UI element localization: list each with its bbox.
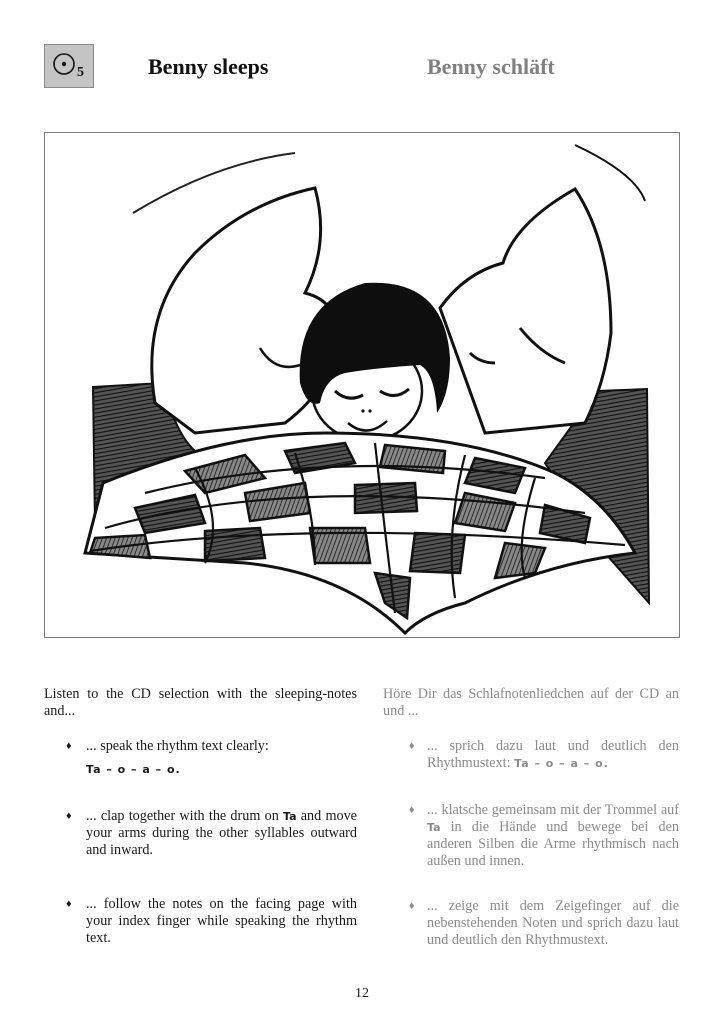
- english-intro: Listen to the CD selection with the sleeping-notes and...: [44, 686, 357, 719]
- bullet-text-pre: ... clap together with the drum on: [86, 808, 284, 824]
- rhythm-text: Ta – o – a – o.: [86, 763, 181, 776]
- diamond-bullet-icon: ♦: [409, 804, 415, 816]
- diamond-bullet-icon: ♦: [66, 898, 72, 910]
- bullet-text-post: in die Hände und bewege bei den anderen Silben die Arme rhythmisch nach außen und innen.: [427, 819, 679, 869]
- page-title-german: Benny schläft: [427, 54, 555, 79]
- diamond-bullet-icon: ♦: [66, 810, 72, 822]
- diamond-bullet-icon: ♦: [66, 740, 72, 752]
- rhythm-syllable-ta: Ta: [427, 821, 441, 834]
- rhythm-syllable-ta: Ta: [283, 810, 297, 823]
- german-intro: Höre Dir das Schlafnotenliedchen auf der CD an und ...: [383, 686, 679, 719]
- page-title-english: Benny sleeps: [148, 54, 269, 79]
- bullet-text: ... zeige mit dem Zeigefinger auf die nebenstehenden Noten und sprich dazu laut und deutlich den Rhythmustext.: [427, 898, 679, 948]
- german-column: [383, 686, 679, 948]
- drawing: [45, 133, 681, 639]
- diamond-bullet-icon: ♦: [409, 900, 415, 912]
- illustration-sleeping-child: [44, 132, 680, 638]
- bullet-text-post: and move your arms during the other syllables outward and inward.: [86, 808, 357, 858]
- english-column: [44, 686, 357, 946]
- cd-track-number: 5: [77, 65, 84, 80]
- diamond-bullet-icon: ♦: [409, 740, 415, 752]
- rhythm-text: Ta – o – a – o.: [514, 757, 609, 770]
- cd-icon: [45, 45, 95, 89]
- bullet-text: ... follow the notes on the facing page with your index finger while speaking the rhythm text.: [86, 896, 357, 946]
- page-number: 12: [355, 986, 369, 1001]
- bullet-text: ... sprich dazu laut und deutlich den Rhythmustext:: [427, 738, 679, 771]
- cd-track-badge: [44, 44, 94, 88]
- bullet-text-pre: ... klatsche gemeinsam mit der Trommel auf: [427, 802, 679, 818]
- bullet-text: ... speak the rhythm text clearly:: [86, 738, 269, 754]
